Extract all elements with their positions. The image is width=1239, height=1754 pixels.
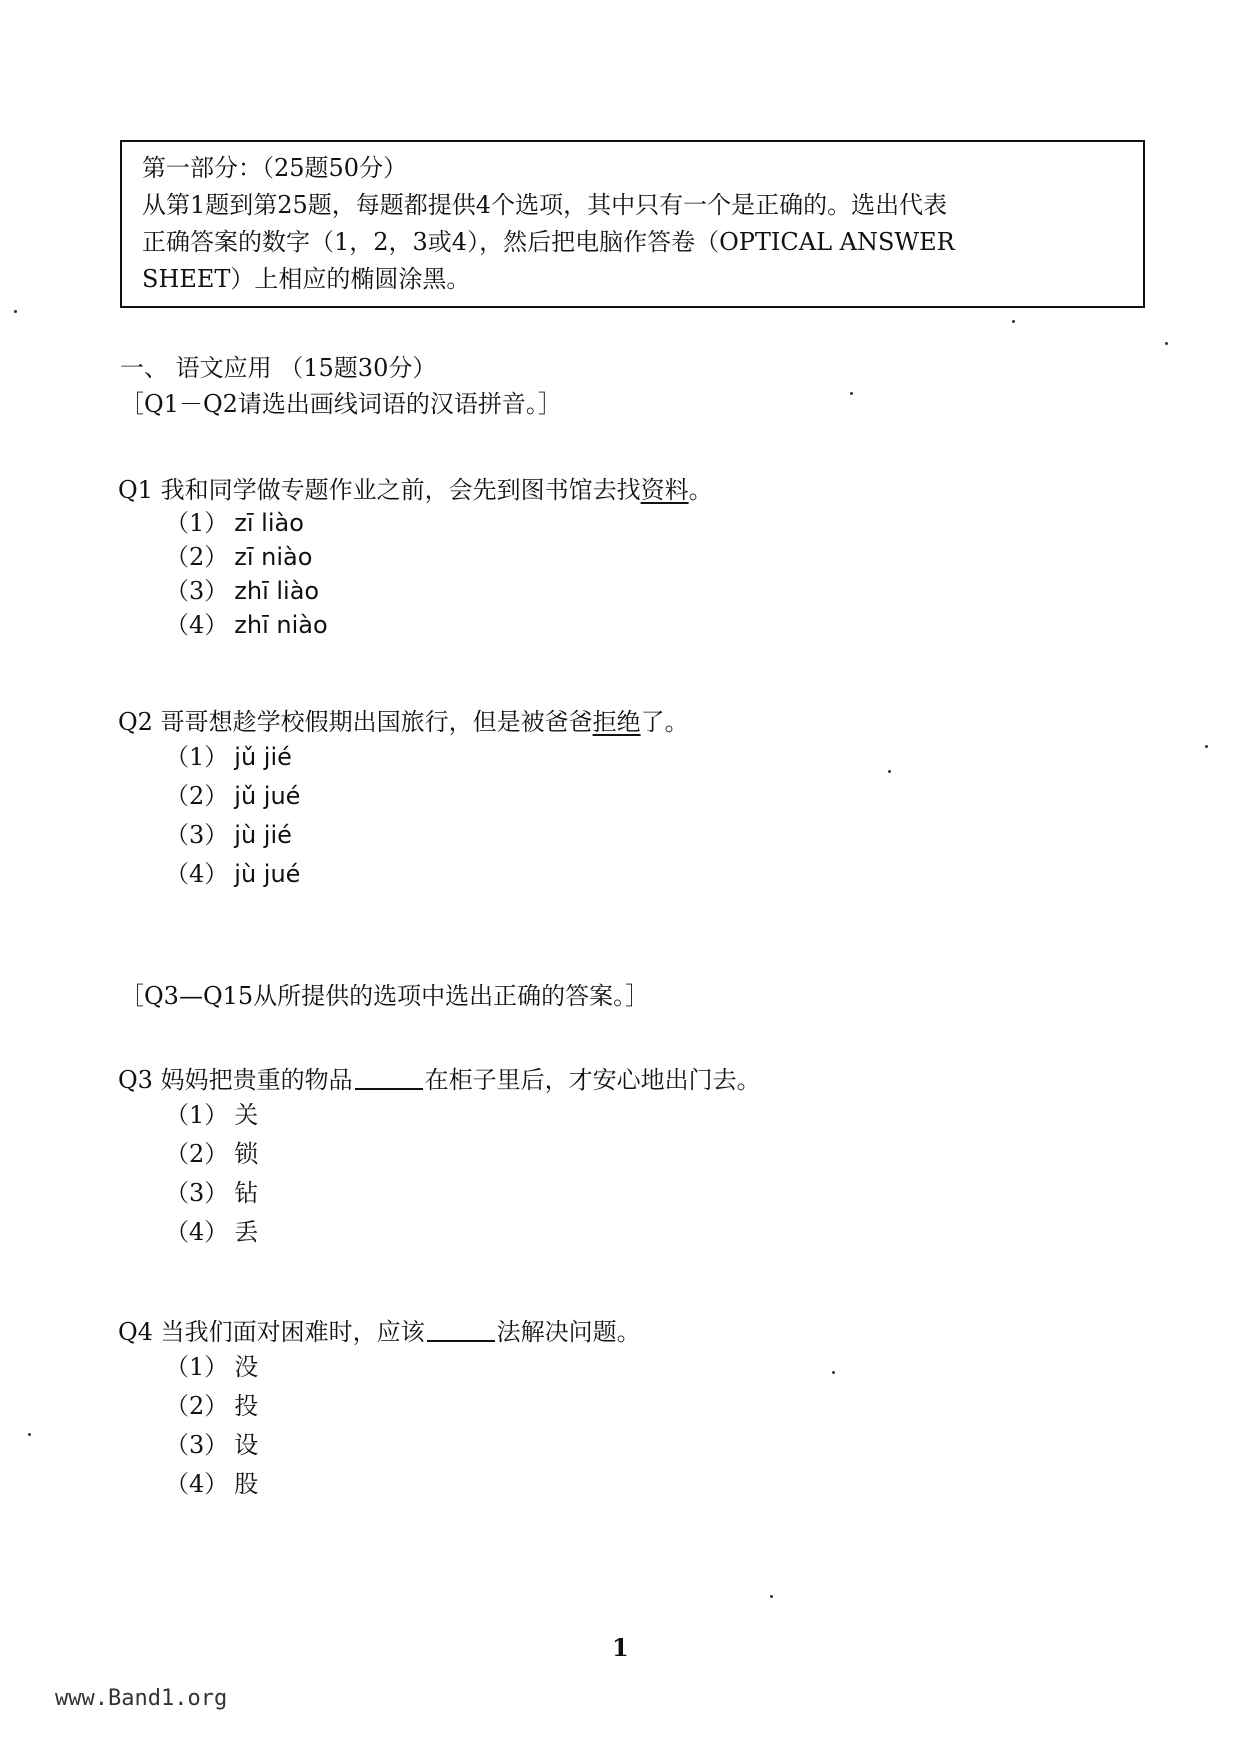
option — [165, 1213, 258, 1252]
scan-speck — [1205, 745, 1208, 748]
page-number: 1 — [612, 1633, 629, 1662]
option-text: 设 — [234, 1431, 259, 1459]
question-4-suffix: 法解决问题。 — [496, 1318, 641, 1346]
question-3-prefix: Q3 妈妈把贵重的物品 — [118, 1066, 353, 1094]
instruction-q3-q15: ［Q3—Q15从所提供的选项中选出正确的答案。］ — [120, 982, 650, 1010]
option-label: （1） — [165, 509, 229, 537]
option-label: （2） — [165, 543, 229, 571]
question-1 — [118, 470, 713, 505]
instruction-q1-q2: ［Q1－Q2请选出画线词语的汉语拼音。］ — [120, 390, 562, 418]
option-label: （3） — [165, 577, 229, 605]
option-text: zhī niào — [234, 611, 328, 639]
question-1-underlined: 资料 — [640, 476, 689, 504]
question-1-options — [165, 506, 328, 642]
option-text: 丢 — [234, 1218, 259, 1246]
option-label: （3） — [165, 1179, 229, 1207]
scan-speck — [1012, 320, 1015, 323]
scan-speck — [832, 1371, 835, 1374]
option — [165, 574, 328, 608]
answer-blank — [427, 1340, 495, 1342]
instructions-line-3: 正确答案的数字（1，2，3或4），然后把电脑作答卷（OPTICAL ANSWER — [142, 228, 955, 256]
footer-url: www.Band1.org — [55, 1686, 228, 1711]
option-text: 钻 — [234, 1179, 259, 1207]
instructions-box — [120, 140, 1145, 308]
option-label: （4） — [165, 860, 229, 888]
answer-blank — [355, 1088, 423, 1090]
option-text: 没 — [234, 1353, 259, 1381]
option-label: （4） — [165, 611, 229, 639]
option — [165, 1387, 258, 1426]
scan-speck — [14, 310, 17, 313]
option-text: 锁 — [234, 1140, 259, 1168]
scan-speck — [850, 392, 853, 395]
option-text: 关 — [234, 1101, 259, 1129]
option-text: jù jié — [234, 821, 292, 849]
option — [165, 540, 328, 574]
scan-speck — [28, 1433, 31, 1436]
option — [165, 506, 328, 540]
question-1-suffix: 。 — [688, 476, 713, 504]
option-text: 投 — [234, 1392, 259, 1420]
question-4-options — [165, 1348, 258, 1504]
option-text: jù jué — [234, 860, 301, 888]
question-3 — [118, 1060, 761, 1095]
option-text: zhī liào — [234, 577, 320, 605]
question-2-suffix: 了。 — [640, 708, 689, 736]
option — [165, 777, 300, 816]
instructions-line-4: SHEET）上相应的椭圆涂黑。 — [142, 265, 471, 293]
option-label: （4） — [165, 1470, 229, 1498]
option — [165, 1465, 258, 1504]
option-label: （1） — [165, 1101, 229, 1129]
question-2 — [118, 702, 689, 737]
scan-speck — [1165, 342, 1168, 345]
question-3-options — [165, 1096, 258, 1252]
option-label: （2） — [165, 782, 229, 810]
option-label: （3） — [165, 1431, 229, 1459]
option — [165, 1096, 258, 1135]
option — [165, 1348, 258, 1387]
question-2-underlined: 拒绝 — [592, 708, 641, 736]
option — [165, 816, 300, 855]
option-label: （2） — [165, 1140, 229, 1168]
question-4 — [118, 1312, 641, 1347]
option-text: jǔ jié — [234, 743, 292, 771]
option — [165, 855, 300, 894]
option-label: （1） — [165, 1353, 229, 1381]
option-text: jǔ jué — [234, 782, 301, 810]
option — [165, 1426, 258, 1465]
instructions-line-2: 从第1题到第25题，每题都提供4个选项，其中只有一个是正确的。选出代表 — [142, 191, 948, 219]
section-title: 一、 语文应用 （15题30分） — [120, 354, 437, 382]
option — [165, 738, 300, 777]
option — [165, 1135, 258, 1174]
option — [165, 608, 328, 642]
question-1-prefix: Q1 我和同学做专题作业之前，会先到图书馆去找 — [118, 476, 641, 504]
option-label: （1） — [165, 743, 229, 771]
option-label: （2） — [165, 1392, 229, 1420]
instructions-line-1: 第一部分：（25题50分） — [142, 154, 408, 182]
question-2-options — [165, 738, 300, 894]
question-3-suffix: 在柜子里后，才安心地出门去。 — [424, 1066, 761, 1094]
option-text: zī niào — [234, 543, 313, 571]
question-4-prefix: Q4 当我们面对困难时，应该 — [118, 1318, 425, 1346]
question-2-prefix: Q2 哥哥想趁学校假期出国旅行，但是被爸爸 — [118, 708, 593, 736]
option-label: （3） — [165, 821, 229, 849]
scan-speck — [888, 770, 891, 773]
option — [165, 1174, 258, 1213]
option-label: （4） — [165, 1218, 229, 1246]
option-text: 股 — [234, 1470, 259, 1498]
scan-speck — [770, 1595, 773, 1598]
option-text: zī liào — [234, 509, 304, 537]
